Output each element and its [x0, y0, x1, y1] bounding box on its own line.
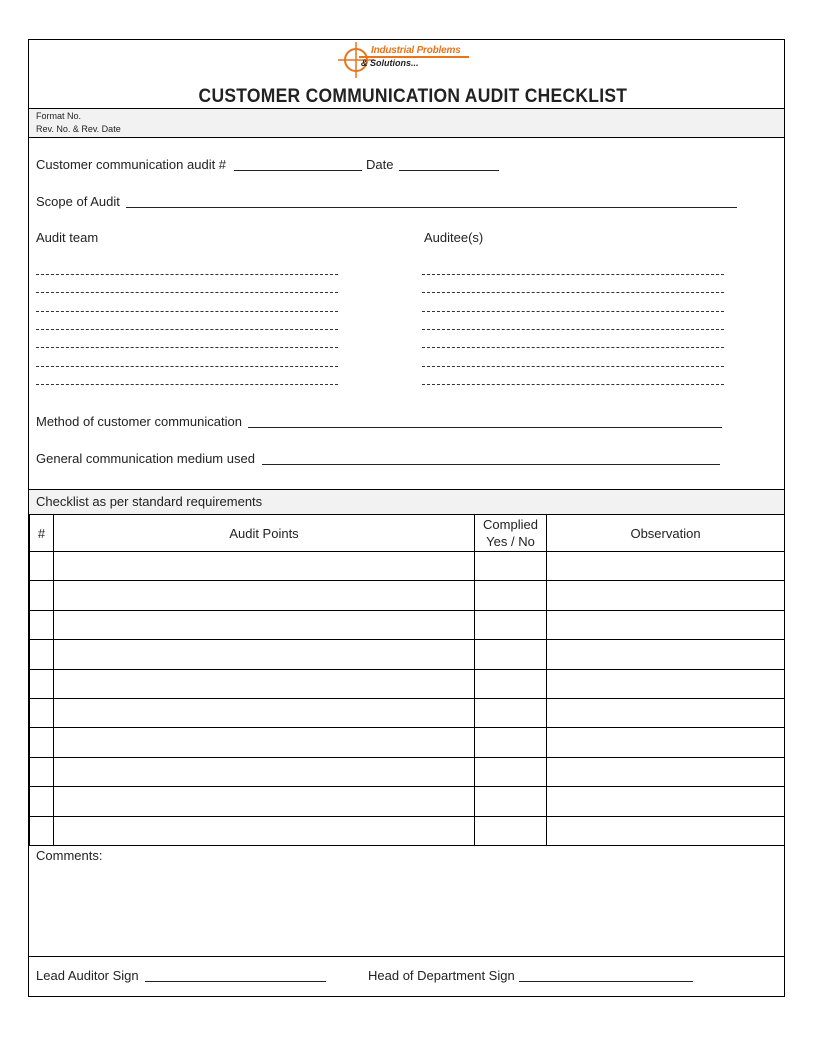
audit-team-line[interactable] [36, 274, 338, 275]
comments-area[interactable] [30, 866, 782, 954]
observation-cell[interactable] [547, 698, 785, 727]
audit-point-cell[interactable] [54, 728, 475, 757]
complied-cell[interactable] [475, 610, 547, 639]
method-label: Method of customer communication [36, 414, 242, 429]
col-observation-header: Observation [547, 515, 785, 552]
complied-cell[interactable] [475, 698, 547, 727]
method-field[interactable] [248, 427, 722, 428]
auditee-line[interactable] [422, 366, 724, 367]
observation-cell[interactable] [547, 728, 785, 757]
company-logo [337, 40, 477, 82]
col-audit-points-header: Audit Points [54, 515, 475, 552]
complied-cell[interactable] [475, 669, 547, 698]
table-row [30, 640, 785, 669]
logo-text-line2: & Solutions... [361, 58, 419, 68]
row-number-cell[interactable] [30, 552, 54, 581]
row-number-cell[interactable] [30, 669, 54, 698]
auditee-line[interactable] [422, 274, 724, 275]
audit-point-cell[interactable] [54, 698, 475, 727]
row-number-cell[interactable] [30, 581, 54, 610]
table-row [30, 787, 785, 816]
head-dept-label: Head of Department Sign [368, 968, 515, 983]
lead-auditor-label: Lead Auditor Sign [36, 968, 139, 983]
observation-cell[interactable] [547, 787, 785, 816]
row-number-cell[interactable] [30, 728, 54, 757]
observation-cell[interactable] [547, 581, 785, 610]
audit-team-line[interactable] [36, 347, 338, 348]
complied-cell[interactable] [475, 552, 547, 581]
scope-label: Scope of Audit [36, 194, 120, 209]
col-complied-header [475, 515, 547, 552]
col-complied-line2: Yes / No [486, 534, 535, 549]
row-number-cell[interactable] [30, 757, 54, 786]
head-dept-sign-field[interactable] [519, 981, 693, 982]
audit-point-cell[interactable] [54, 757, 475, 786]
complied-cell[interactable] [475, 640, 547, 669]
audit-point-cell[interactable] [54, 552, 475, 581]
audit-number-label: Customer communication audit # [36, 157, 227, 172]
row-number-cell[interactable] [30, 610, 54, 639]
audit-point-cell[interactable] [54, 669, 475, 698]
col-number-header: # [30, 515, 54, 552]
date-label: Date [366, 157, 394, 172]
col-complied-line1: Complied [483, 517, 538, 532]
comments-label: Comments: [36, 848, 103, 863]
observation-cell[interactable] [547, 816, 785, 845]
date-field[interactable] [399, 170, 499, 171]
checklist-table [29, 514, 785, 846]
observation-cell[interactable] [547, 610, 785, 639]
comments-divider [29, 956, 784, 957]
table-row [30, 581, 785, 610]
medium-label: General communication medium used [36, 451, 255, 466]
table-row [30, 757, 785, 786]
rev-no-label: Rev. No. & Rev. Date [36, 124, 121, 134]
medium-field[interactable] [262, 464, 720, 465]
table-row [30, 552, 785, 581]
audit-point-cell[interactable] [54, 581, 475, 610]
audit-team-line[interactable] [36, 311, 338, 312]
auditee-line[interactable] [422, 347, 724, 348]
page-title: CUSTOMER COMMUNICATION AUDIT CHECKLIST [198, 86, 628, 107]
audit-point-cell[interactable] [54, 787, 475, 816]
format-no-label: Format No. [36, 111, 82, 121]
table-row [30, 610, 785, 639]
scope-field[interactable] [126, 207, 737, 208]
audit-point-cell[interactable] [54, 610, 475, 639]
table-row [30, 816, 785, 845]
audit-team-line[interactable] [36, 366, 338, 367]
header-band [29, 108, 784, 138]
complied-cell[interactable] [475, 728, 547, 757]
table-row [30, 728, 785, 757]
complied-cell[interactable] [475, 757, 547, 786]
auditees-label: Auditee(s) [424, 230, 484, 245]
table-row [30, 669, 785, 698]
audit-team-line[interactable] [36, 292, 338, 293]
auditee-line[interactable] [422, 292, 724, 293]
audit-team-line[interactable] [36, 329, 338, 330]
row-number-cell[interactable] [30, 816, 54, 845]
observation-cell[interactable] [547, 552, 785, 581]
complied-cell[interactable] [475, 581, 547, 610]
auditee-line[interactable] [422, 311, 724, 312]
checklist-section-label: Checklist as per standard requirements [36, 494, 263, 509]
logo-text-line1: Industrial Problems [371, 45, 461, 56]
audit-team-line[interactable] [36, 384, 338, 385]
complied-cell[interactable] [475, 816, 547, 845]
lead-auditor-sign-field[interactable] [145, 981, 326, 982]
audit-point-cell[interactable] [54, 640, 475, 669]
complied-cell[interactable] [475, 787, 547, 816]
table-header-row [30, 515, 785, 552]
row-number-cell[interactable] [30, 787, 54, 816]
observation-cell[interactable] [547, 640, 785, 669]
auditee-line[interactable] [422, 384, 724, 385]
observation-cell[interactable] [547, 669, 785, 698]
observation-cell[interactable] [547, 757, 785, 786]
audit-team-label: Audit team [36, 230, 99, 245]
auditee-line[interactable] [422, 329, 724, 330]
table-row [30, 698, 785, 727]
audit-point-cell[interactable] [54, 816, 475, 845]
row-number-cell[interactable] [30, 640, 54, 669]
row-number-cell[interactable] [30, 698, 54, 727]
audit-number-field[interactable] [234, 170, 362, 171]
